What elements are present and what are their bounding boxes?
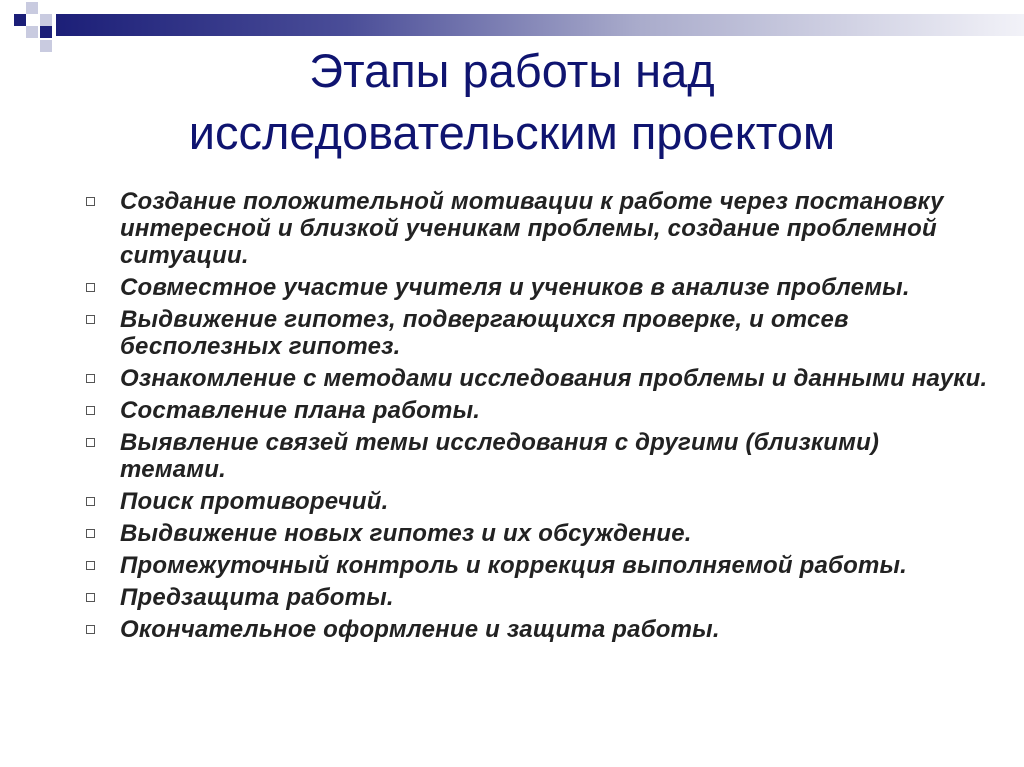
decor-square	[14, 14, 26, 26]
decor-square	[26, 26, 38, 38]
square-bullet-icon	[86, 438, 95, 447]
list-item-text: Ознакомление с методами исследования проблемы и данными науки.	[120, 365, 988, 392]
slide-title-line-1: Этапы работы над	[309, 44, 715, 97]
stages-list	[80, 188, 990, 648]
list-item	[80, 520, 990, 547]
decor-square	[40, 14, 52, 26]
list-item-text: Создание положительной мотивации к работе через постановку интересной и близкой ученикам проблемы, создание проблемной ситуации.	[120, 188, 944, 269]
slide-title-line-2: исследовательским проектом	[188, 106, 836, 159]
list-item-text: Предзащита работы.	[120, 584, 394, 611]
list-item	[80, 552, 990, 579]
list-item-text: Выдвижение гипотез, подвергающихся проверке, и отсев бесполезных гипотез.	[120, 306, 849, 360]
header-gradient-bar	[56, 14, 1024, 36]
list-item	[80, 188, 990, 269]
list-item	[80, 429, 990, 483]
list-item-text: Совместное участие учителя и учеников в анализе проблемы.	[120, 274, 910, 301]
square-bullet-icon	[86, 561, 95, 570]
square-bullet-icon	[86, 406, 95, 415]
list-item	[80, 397, 990, 424]
list-item	[80, 365, 990, 392]
list-item-text: Составление плана работы.	[120, 397, 481, 424]
list-item	[80, 584, 990, 611]
list-item-text: Выдвижение новых гипотез и их обсуждение.	[120, 520, 692, 547]
square-bullet-icon	[86, 315, 95, 324]
list-item-text: Окончательное оформление и защита работы.	[120, 616, 720, 643]
list-item	[80, 274, 990, 301]
square-bullet-icon	[86, 283, 95, 292]
decor-square	[26, 2, 38, 14]
list-item-text: Выявление связей темы исследования с другими (близкими) темами.	[120, 429, 880, 483]
list-item	[80, 616, 990, 643]
list-item	[80, 306, 990, 360]
slide-title	[0, 40, 1024, 164]
decor-square	[40, 26, 52, 38]
list-item-text: Промежуточный контроль и коррекция выполняемой работы.	[120, 552, 908, 579]
square-bullet-icon	[86, 197, 95, 206]
list-item-text: Поиск противоречий.	[120, 488, 389, 515]
square-bullet-icon	[86, 593, 95, 602]
square-bullet-icon	[86, 374, 95, 383]
square-bullet-icon	[86, 529, 95, 538]
square-bullet-icon	[86, 625, 95, 634]
list-item	[80, 488, 990, 515]
square-bullet-icon	[86, 497, 95, 506]
